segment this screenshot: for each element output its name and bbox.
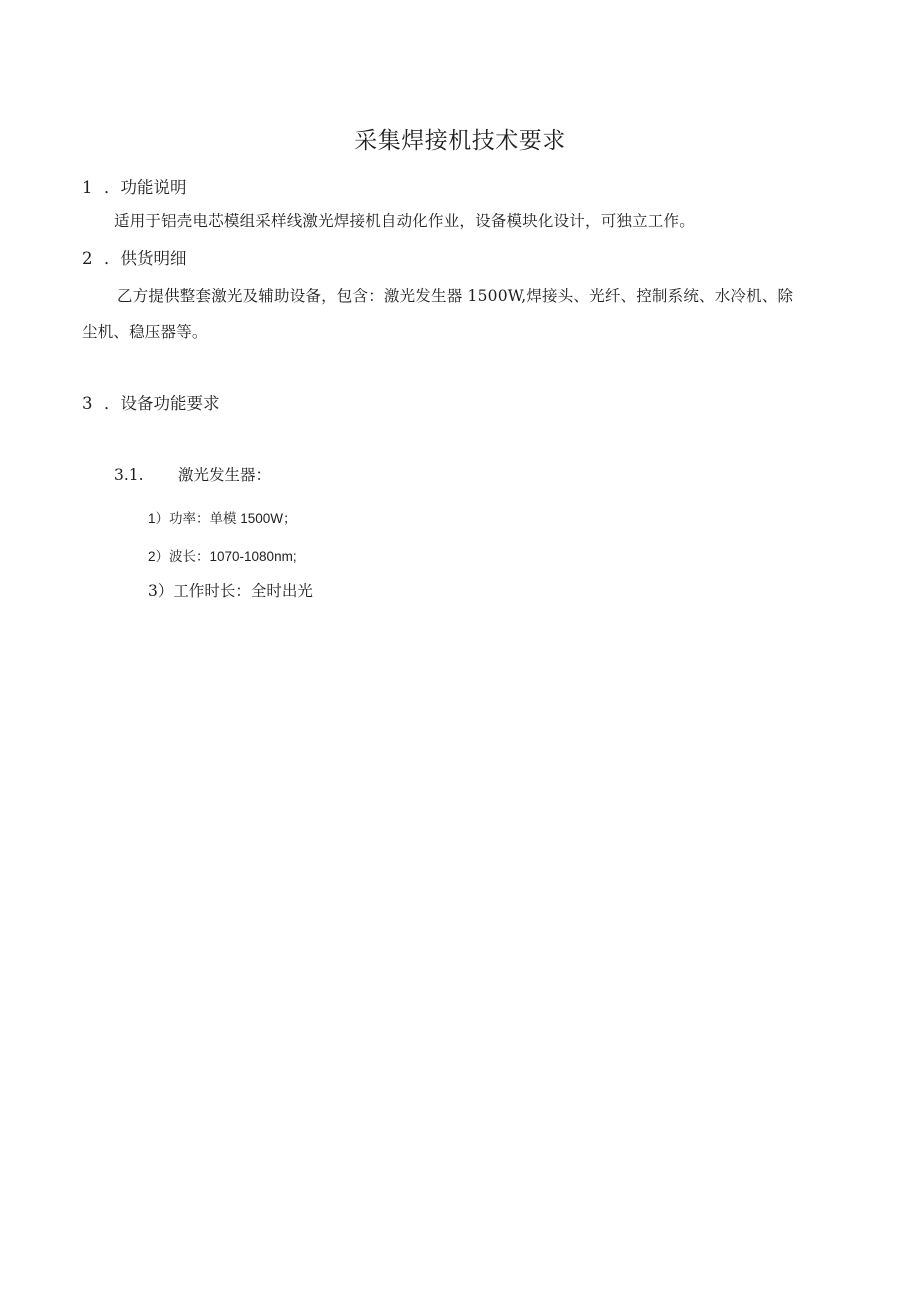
section-3-heading (82, 390, 220, 414)
section-2-body-line-1: 乙方提供整套激光及辅助设备，包含：激光发生器 1500W,焊接头、光纤、控制系统、水冷机、除 (117, 287, 794, 305)
section-1-body: 适用于铝壳电芯模组采样线激光焊接机自动化作业，设备模块化设计，可独立工作。 (114, 212, 695, 230)
spec-item-wavelength: 2）波长：1070-1080nm; (148, 549, 297, 564)
section-1-title: ．功能说明 (104, 178, 187, 197)
subsection-3-1-label: 激光发生器： (178, 466, 272, 484)
section-2-heading (82, 245, 187, 269)
section-3-title: ．设备功能要求 (104, 394, 220, 413)
section-1-number: 1 (82, 178, 93, 197)
section-2-body-line-2: 尘机、稳压器等。 (82, 323, 208, 341)
document-title: 采集焊接机技术要求 (354, 128, 566, 154)
section-2-number: 2 (82, 249, 93, 268)
spec-item-power: 1）功率：单模 1500W； (148, 511, 297, 526)
subsection-3-1 (114, 463, 271, 485)
subsection-3-1-number: 3.1. (114, 466, 144, 484)
section-1-heading (82, 174, 187, 198)
spec-item-duty-time: 3）工作时长：全时出光 (148, 582, 313, 600)
section-3-number: 3 (82, 394, 93, 413)
section-2-title: ．供货明细 (104, 249, 187, 268)
